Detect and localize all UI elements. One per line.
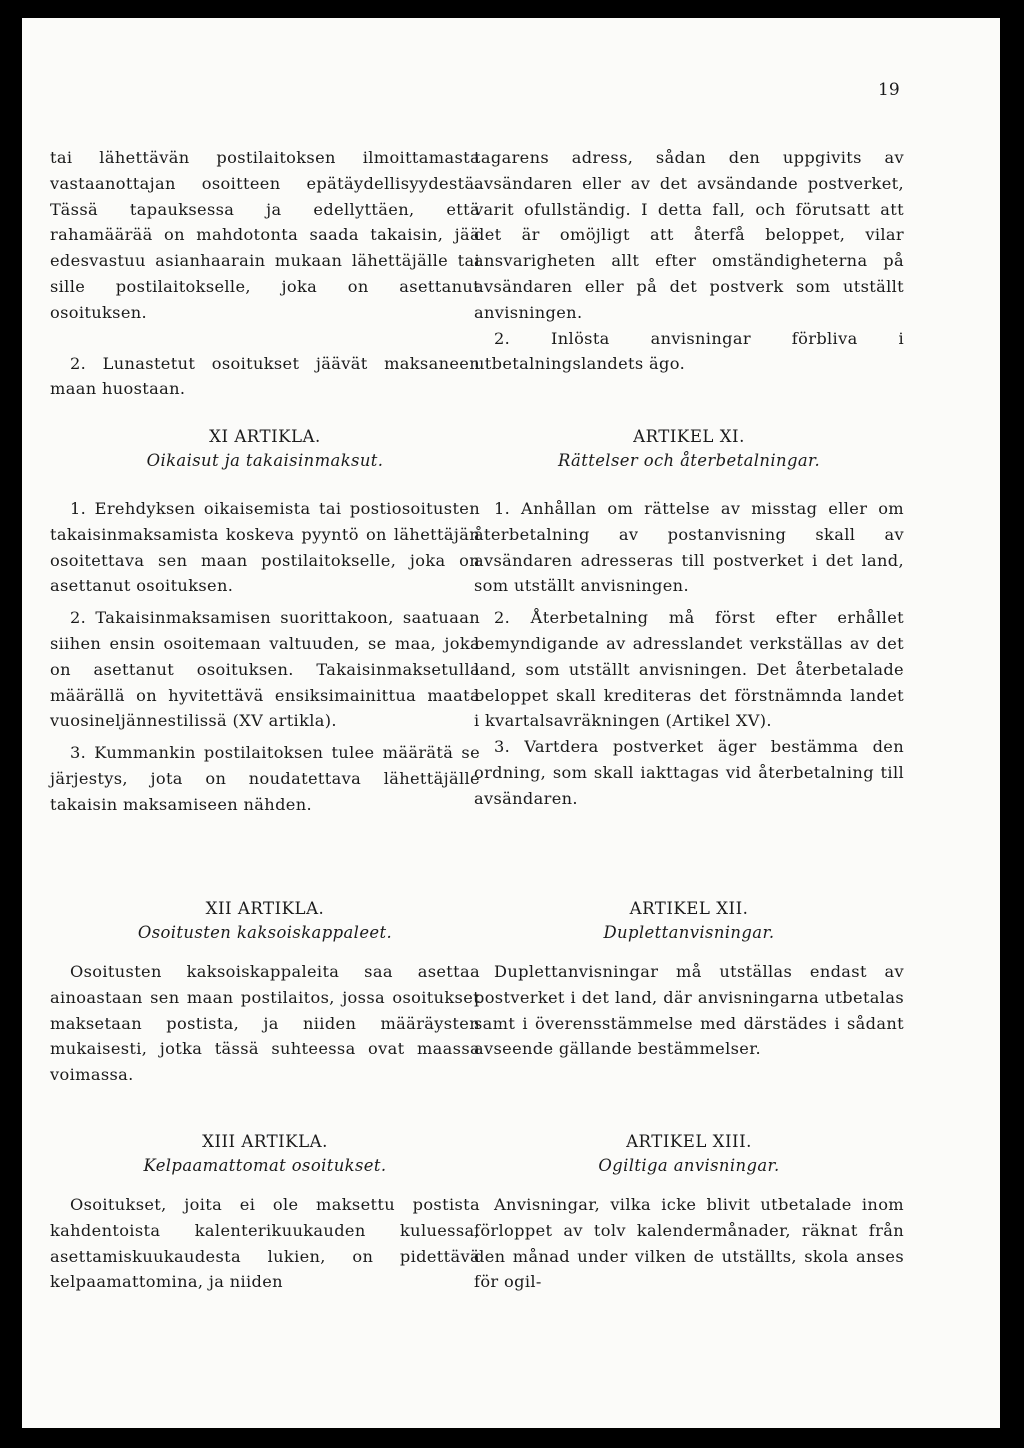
- swedish-article-11-heading: ARTIKEL XI.: [633, 427, 745, 446]
- finnish-article-12-heading: XII ARTIKLA.: [205, 899, 325, 918]
- swedish-article-11-paragraph-3: 3. Vartdera postverket äger bestämma den ordning, som skall iakttagas vid återbetalning till avsändaren.: [474, 737, 904, 808]
- finnish-article-12-subheading: Osoitusten kaksoiskappaleet.: [137, 923, 393, 942]
- finnish-article-11: [50, 425, 480, 818]
- swedish-intro-block: [474, 145, 904, 377]
- finnish-article-13: [50, 1130, 480, 1295]
- swedish-article-11-paragraph-2: 2. Återbetalning må först efter erhållet bemyndigande av adresslandet verkställas av det land, som utställt anvisningen. Det återbetalade beloppet skall krediteras det förstnämnda landet i kvartalsavräkningen (Artikel XV).: [474, 608, 904, 731]
- finnish-article-13-paragraph: Osoitukset, joita ei ole maksettu postista kahdentoista kalenterikuukauden kuluessa, asettamiskuukaudesta lukien, on pidettävä kelpaamattomina, ja niiden: [50, 1195, 480, 1292]
- finnish-intro-paragraph: tai lähettävän postilaitoksen ilmoittamasta vastaanottajan osoitteen epätäydellisyydestä. Tässä tapauksessa ja edellyttäen, että rahamäärää on mahdotonta saada takaisin, jää edesvastuu asianhaarain mukaan lähettäjälle tai sille postilaitokselle, joka on asettanut osoituksen.: [50, 148, 480, 322]
- swedish-article-12-paragraph: Duplettanvisningar må utställas endast av postverket i det land, där anvisningarna utbetalas samt i överensstämmelse med därstädes i sådant avseende gällande bestämmelser.: [474, 962, 904, 1059]
- finnish-intro-block: [50, 145, 480, 402]
- finnish-article-11-paragraph-1: 1. Erehdyksen oikaisemista tai postiosoitusten takaisinmaksamista koskeva pyyntö on lähettäjän osoitettava sen maan postilaitokselle, joka on asettanut osoituksen.: [50, 499, 480, 596]
- swedish-article-12-subheading: Duplettanvisningar.: [603, 923, 775, 942]
- swedish-article-13-heading: ARTIKEL XIII.: [626, 1132, 752, 1151]
- swedish-article-11: [474, 425, 904, 812]
- finnish-article-11-heading: XI ARTIKLA.: [209, 427, 321, 446]
- swedish-article-13: [474, 1130, 904, 1295]
- swedish-article-13-paragraph: Anvisningar, vilka icke blivit utbetalade inom förloppet av tolv kalendermånader, räknat från den månad under vilken de utställts, skola anses för ogil-: [474, 1195, 904, 1292]
- page-number: 19: [878, 80, 900, 100]
- finnish-article-13-subheading: Kelpaamattomat osoitukset.: [143, 1156, 387, 1175]
- finnish-article-12: [50, 897, 480, 1088]
- finnish-article-11-paragraph-2: 2. Takaisinmaksamisen suorittakoon, saatuaan siihen ensin osoitemaan valtuuden, se maa, joka on asettanut osoituksen. Takaisinmaksetulla määrällä on hyvitettävä ensiksimainittua maata vuosineljännestilissä (XV artikla).: [50, 608, 480, 731]
- finnish-intro-paragraph-2: 2. Lunastetut osoitukset jäävät maksaneen maan huostaan.: [50, 353, 480, 399]
- swedish-intro-paragraph: tagarens adress, sådan den uppgivits av avsändaren eller av det avsändande postverket, varit ofullständig. I detta fall, och förutsatt att det är omöjligt att återfå beloppet, vilar ansvarigheten allt efter omständigheterna på avsändaren eller på det postverk som utställt anvisningen.: [474, 148, 904, 322]
- finnish-article-13-heading: XIII ARTIKLA.: [202, 1132, 328, 1151]
- document-page: [22, 18, 1000, 1428]
- swedish-article-12-heading: ARTIKEL XII.: [629, 899, 749, 918]
- finnish-article-11-paragraph-3: 3. Kummankin postilaitoksen tulee määrätä se järjestys, jota on noudatettava lähettäjälle takaisin maksamiseen nähden.: [50, 743, 480, 814]
- finnish-article-12-paragraph: Osoitusten kaksoiskappaleita saa asettaa ainoastaan sen maan postilaitos, jossa osoitukset maksetaan postista, ja niiden määräysten mukaisesti, jotka tässä suhteessa ovat maassa voimassa.: [50, 962, 480, 1085]
- swedish-article-12: [474, 897, 904, 1062]
- finnish-article-11-subheading: Oikaisut ja takaisinmaksut.: [146, 451, 384, 470]
- swedish-article-11-subheading: Rättelser och återbetalningar.: [557, 451, 821, 470]
- swedish-intro-paragraph-2: 2. Inlösta anvisningar förbliva i utbetalningslandets ägo.: [474, 328, 904, 374]
- swedish-article-13-subheading: Ogiltiga anvisningar.: [598, 1156, 780, 1175]
- swedish-article-11-paragraph-1: 1. Anhållan om rättelse av misstag eller om återbetalning av postanvisning skall av avsändaren adresseras till postverket i det land, som utställt anvisningen.: [474, 499, 904, 596]
